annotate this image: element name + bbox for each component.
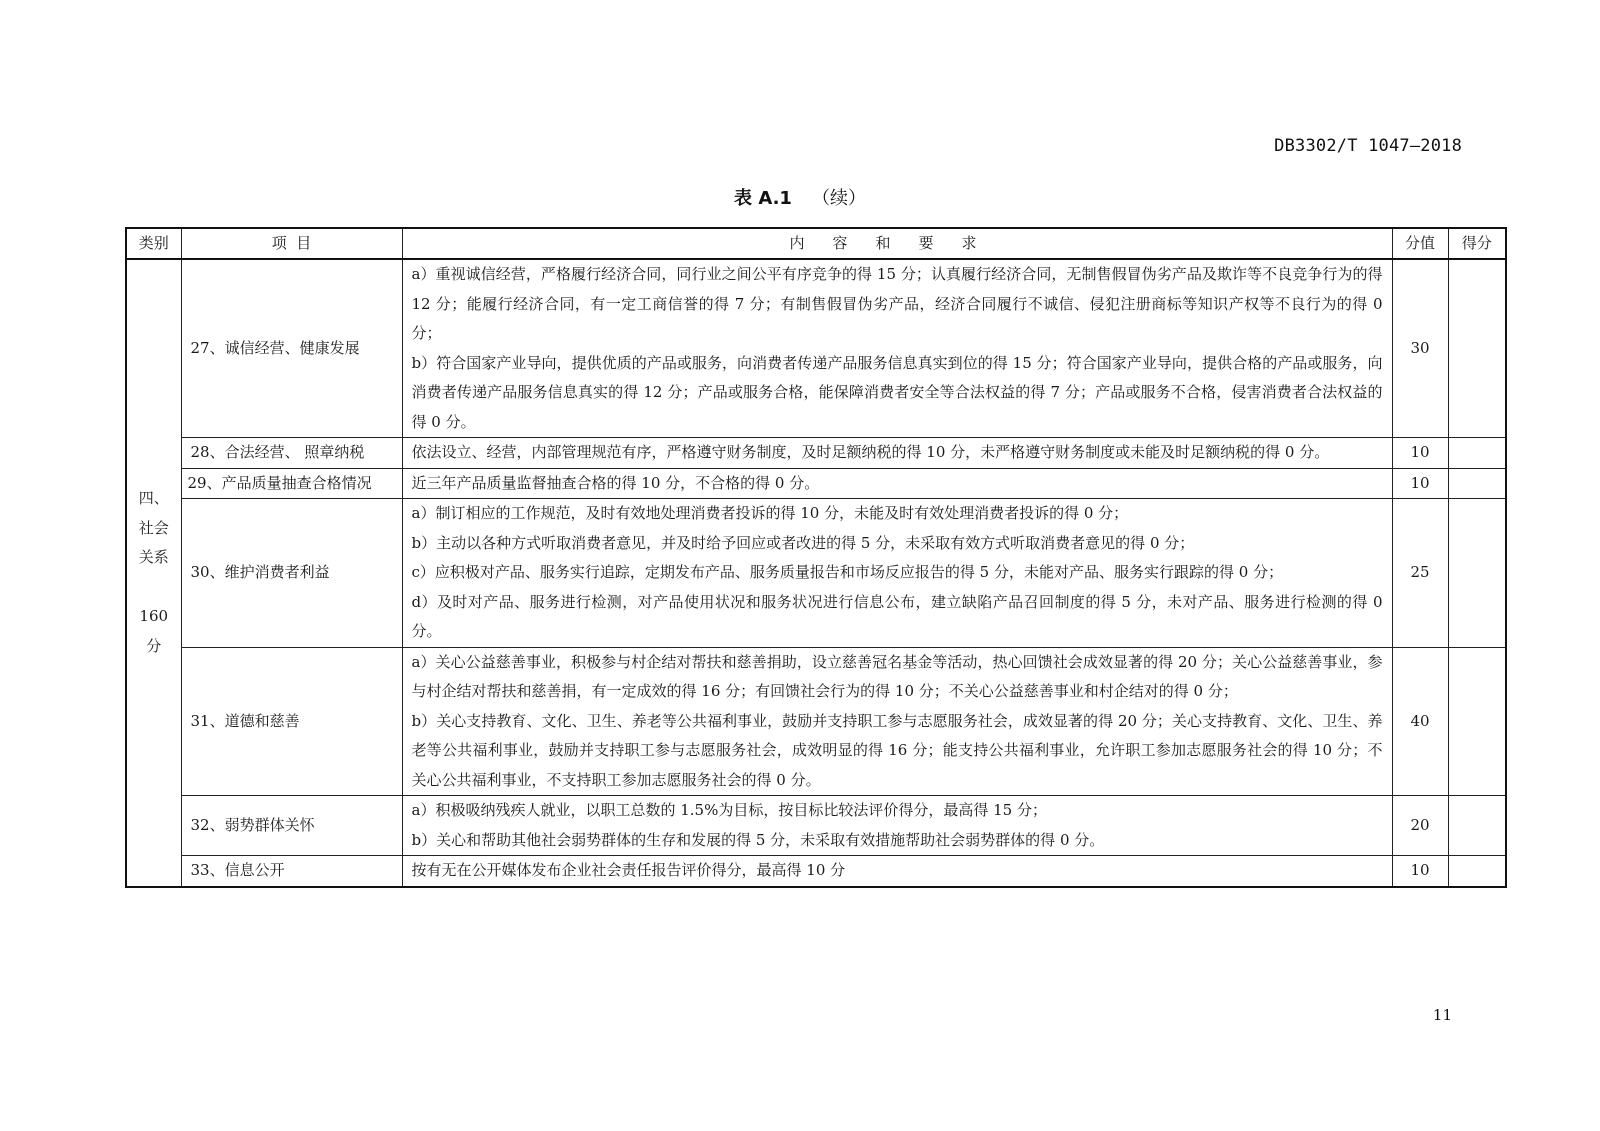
requirements-cell — [402, 468, 1392, 499]
requirements-cell — [402, 438, 1392, 469]
header-got: 得分 — [1448, 228, 1506, 259]
requirement-text: b）关心和帮助其他社会弱势群体的生存和发展的得 5 分，未采取有效措施帮助社会弱势群体的得 0 分。 — [411, 830, 1105, 849]
score-value: 25 — [1392, 499, 1448, 648]
header-content: 内容和要求 — [402, 228, 1392, 259]
got-score-cell — [1448, 259, 1506, 438]
requirement-text: b）符合国家产业导向，提供优质的产品或服务，向消费者传递产品服务信息真实到位的得 15 分；符合国家产业导向，提供合格的产品或服务，向消费者传递产品服务信息真实的得 12 分；产品或服务合格，能保障消费者安全等合法权益的得 7 分；产品或服务不合格，侵害消费者合法权益的得 0 分。 — [411, 353, 1383, 431]
score-value: 40 — [1392, 647, 1448, 796]
requirements-cell — [402, 856, 1392, 887]
got-score-cell — [1448, 438, 1506, 469]
category-line: 社会 — [138, 518, 169, 537]
category-line: 分 — [146, 636, 162, 655]
header-item: 项 目 — [181, 228, 402, 259]
got-score-cell — [1448, 499, 1506, 648]
requirement-text: a）制订相应的工作规范，及时有效地处理消费者投诉的得 10 分，未能及时有效处理消费者投诉的得 0 分； — [411, 504, 1129, 522]
table-row — [126, 499, 1506, 648]
table-row — [126, 438, 1506, 469]
table-row — [126, 796, 1506, 856]
requirement-text: a）重视诚信经营，严格履行经济合同，同行业之间公平有序竞争的得 15 分；认真履行经济合同，无制售假冒伪劣产品及欺诈等不良竞争行为的得 12 分；能履行经济合同，有一定工商信誉的得 7 分；有制售假冒伪劣产品，经济合同履行不诚信、侵犯注册商标等知识产权等不良行为的得 0 分； — [411, 265, 1383, 342]
table-title — [0, 184, 1600, 210]
score-value: 10 — [1392, 438, 1448, 469]
got-score-cell — [1448, 647, 1506, 796]
table-row — [126, 647, 1506, 796]
category-line: 四、 — [138, 489, 169, 508]
requirement-text: a）关心公益慈善事业，积极参与村企结对帮扶和慈善捐助，设立慈善冠名基金等活动，热心回馈社会成效显著的得 20 分；关心公益慈善事业，参与村企结对帮扶和慈善捐，有一定成效的得 16 分；有回馈社会行为的得 10 分；不关心公益慈善事业和村企结对的得 0 分； — [411, 652, 1383, 700]
item-name: 28、合法经营、 照章纳税 — [181, 438, 402, 469]
table-title-continued: （续） — [811, 188, 866, 209]
header-score: 分值 — [1392, 228, 1448, 259]
table-title-main: 表 A.1 — [734, 188, 792, 209]
score-value: 10 — [1392, 856, 1448, 887]
got-score-cell — [1448, 856, 1506, 887]
requirements-cell — [402, 499, 1392, 648]
requirement-text: d）及时对产品、服务进行检测，对产品使用状况和服务状况进行信息公布，建立缺陷产品召回制度的得 5 分，未对产品、服务进行检测的得 0 分。 — [411, 592, 1383, 640]
score-value: 20 — [1392, 796, 1448, 856]
evaluation-table — [125, 227, 1507, 888]
requirement-text: a）积极吸纳残疾人就业，以职工总数的 1.5%为目标，按目标比较法评价得分，最高得 15 分； — [411, 801, 1047, 819]
category-line: 160 — [139, 607, 169, 626]
requirements-cell — [402, 796, 1392, 856]
category-line — [136, 573, 172, 603]
table-row — [126, 856, 1506, 887]
requirement-text: 依法设立、经营，内部管理规范有序，严格遵守财务制度，及时足额纳税的得 10 分，未严格遵守财务制度或未能及时足额纳税的得 0 分。 — [411, 443, 1330, 461]
got-score-cell — [1448, 468, 1506, 499]
requirement-text: 近三年产品质量监督抽查合格的得 10 分，不合格的得 0 分。 — [411, 473, 820, 492]
item-name: 33、信息公开 — [181, 856, 402, 887]
requirements-cell — [402, 647, 1392, 796]
item-name: 29、产品质量抽查合格情况 — [181, 468, 402, 499]
header-category: 类别 — [126, 228, 181, 259]
table-header-row — [126, 228, 1506, 259]
got-score-cell — [1448, 796, 1506, 856]
table-row — [126, 468, 1506, 499]
requirement-text: 按有无在公开媒体发布企业社会责任报告评价得分，最高得 10 分 — [411, 861, 846, 879]
requirement-text: b）主动以各种方式听取消费者意见，并及时给予回应或者改进的得 5 分，未采取有效方式听取消费者意见的得 0 分； — [411, 533, 1195, 552]
document-code: DB3302/T 1047—2018 — [1274, 136, 1462, 156]
requirement-text: b）关心支持教育、文化、卫生、养老等公共福利事业，鼓励并支持职工参与志愿服务社会，成效显著的得 20 分；关心支持教育、文化、卫生、养老等公共福利事业，鼓励并支持职工参与志愿服务社会，成效明显的得 16 分；能支持公共福利事业，允许职工参加志愿服务社会的得 10 分；不关心公共福利事业，不支持职工参加志愿服务社会的得 0 分。 — [411, 711, 1383, 789]
item-name: 32、弱势群体关怀 — [181, 796, 402, 856]
item-name: 31、道德和慈善 — [181, 647, 402, 796]
score-value: 10 — [1392, 468, 1448, 499]
requirement-text: c）应积极对产品、服务实行追踪，定期发布产品、服务质量报告和市场反应报告的得 5 分，未能对产品、服务实行跟踪的得 0 分； — [411, 563, 1284, 581]
item-name: 30、维护消费者利益 — [181, 499, 402, 648]
requirements-cell — [402, 259, 1392, 438]
table-row — [126, 259, 1506, 438]
score-value: 30 — [1392, 259, 1448, 438]
page-number: 11 — [1432, 1006, 1452, 1024]
item-name: 27、诚信经营、健康发展 — [181, 259, 402, 438]
category-line: 关系 — [138, 548, 169, 567]
category-cell — [126, 259, 181, 887]
